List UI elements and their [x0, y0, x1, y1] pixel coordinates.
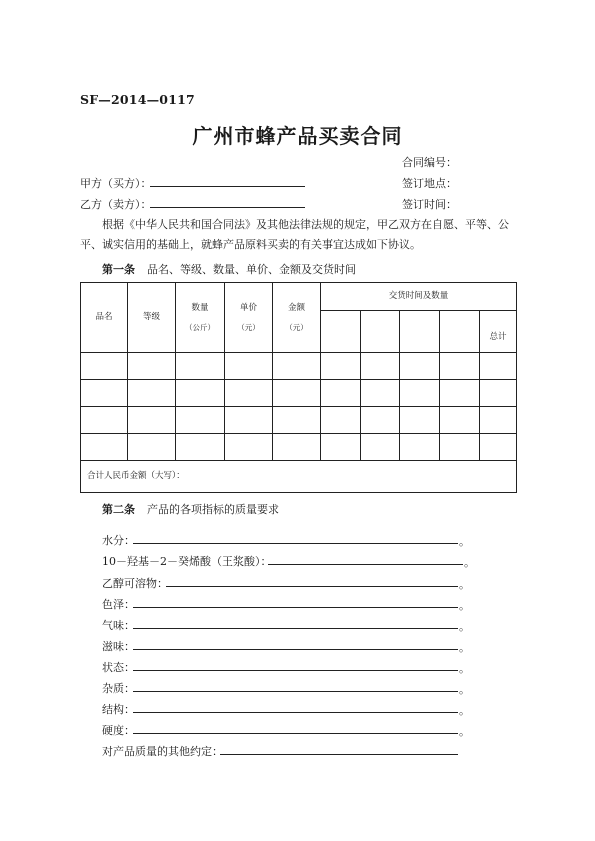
delivery-col-3[interactable] — [400, 311, 440, 353]
quality-period: 。 — [459, 641, 470, 654]
quality-label-color: 色泽： — [102, 598, 135, 611]
table-row — [81, 407, 517, 434]
buyer-field[interactable] — [150, 186, 305, 187]
header-grade: 等级 — [128, 283, 176, 353]
signing-place-label: 签订地点： — [402, 177, 457, 190]
delivery-col-1[interactable] — [321, 311, 361, 353]
document-code: SF—2014—0117 — [80, 92, 195, 107]
seller-field[interactable] — [150, 207, 305, 208]
quality-period: 。 — [459, 725, 470, 738]
contract-number-label: 合同编号： — [402, 156, 457, 169]
header-price — [225, 283, 273, 353]
buyer-label: 甲方（买方）： — [80, 177, 152, 190]
quality-label-odor: 气味： — [102, 619, 135, 632]
goods-table — [80, 282, 517, 493]
quality-field-hardness[interactable] — [133, 733, 458, 734]
quality-period: 。 — [459, 683, 470, 696]
header-quantity-unit: （公斤） — [185, 323, 215, 333]
header-delivery: 交货时间及数量 — [321, 283, 517, 311]
table-row — [81, 380, 517, 407]
clause-2-label: 第二条 — [102, 503, 135, 516]
quality-field-10hda[interactable] — [268, 564, 463, 565]
signing-time-label: 签订时间： — [402, 198, 457, 211]
quality-label-hardness: 硬度： — [102, 724, 135, 737]
quality-label-state: 状态： — [102, 661, 135, 674]
quality-period: 。 — [459, 620, 470, 633]
quality-period: 。 — [464, 556, 475, 569]
quality-label-moisture: 水分： — [102, 534, 135, 547]
quality-period: 。 — [459, 704, 470, 717]
quality-period: 。 — [459, 535, 470, 548]
header-amount-unit: （元） — [285, 323, 308, 333]
quality-label-ethanol: 乙醇可溶物： — [102, 577, 168, 590]
quality-field-state[interactable] — [133, 670, 458, 671]
header-price-unit: （元） — [237, 323, 260, 333]
quality-label-impurities: 杂质： — [102, 682, 135, 695]
clause-2-text: 产品的各项指标的质量要求 — [147, 503, 279, 516]
quality-label-10hda: 10－羟基－2－癸烯酸（王浆酸）： — [102, 555, 272, 568]
quality-period: 。 — [459, 599, 470, 612]
quality-field-moisture[interactable] — [133, 543, 458, 544]
clause-2-heading — [102, 501, 279, 517]
header-amount-label: 金额 — [287, 302, 305, 313]
quality-field-impurities[interactable] — [133, 691, 458, 692]
quality-field-ethanol[interactable] — [166, 586, 458, 587]
seller-label: 乙方（卖方）： — [80, 198, 152, 211]
quality-field-color[interactable] — [133, 607, 458, 608]
header-amount — [273, 283, 321, 353]
quality-field-structure[interactable] — [133, 712, 458, 713]
clause-1-label: 第一条 — [102, 263, 135, 276]
header-price-label: 单价 — [239, 302, 257, 313]
delivery-col-4[interactable] — [440, 311, 480, 353]
quality-field-taste[interactable] — [133, 649, 458, 650]
header-quantity — [176, 283, 225, 353]
quality-field-odor[interactable] — [133, 628, 458, 629]
delivery-col-2[interactable] — [361, 311, 400, 353]
intro-paragraph: 根据《中华人民共和国合同法》及其他法律法规的规定，甲乙双方在自愿、平等、公平、诚实信用的基础上，就蜂产品原料买卖的有关事宜达成如下协议。 — [80, 218, 509, 251]
document-title: 广州市蜂产品买卖合同 — [192, 124, 403, 148]
header-quantity-label: 数量 — [191, 302, 209, 313]
quality-other-label: 对产品质量的其他约定： — [102, 745, 223, 758]
quality-period: 。 — [459, 662, 470, 675]
total-amount-words[interactable]: 合计人民币金额（大写）： — [81, 461, 517, 493]
quality-period: 。 — [459, 578, 470, 591]
table-row — [81, 434, 517, 461]
header-total: 总计 — [480, 311, 517, 353]
clause-1-text: 品名、等级、数量、单价、金额及交货时间 — [147, 263, 356, 276]
quality-other-field[interactable] — [220, 754, 458, 755]
quality-label-taste: 滋味： — [102, 640, 135, 653]
header-name: 品名 — [81, 283, 128, 353]
clause-1-heading — [102, 261, 356, 277]
quality-label-structure: 结构： — [102, 703, 135, 716]
table-row — [81, 353, 517, 380]
